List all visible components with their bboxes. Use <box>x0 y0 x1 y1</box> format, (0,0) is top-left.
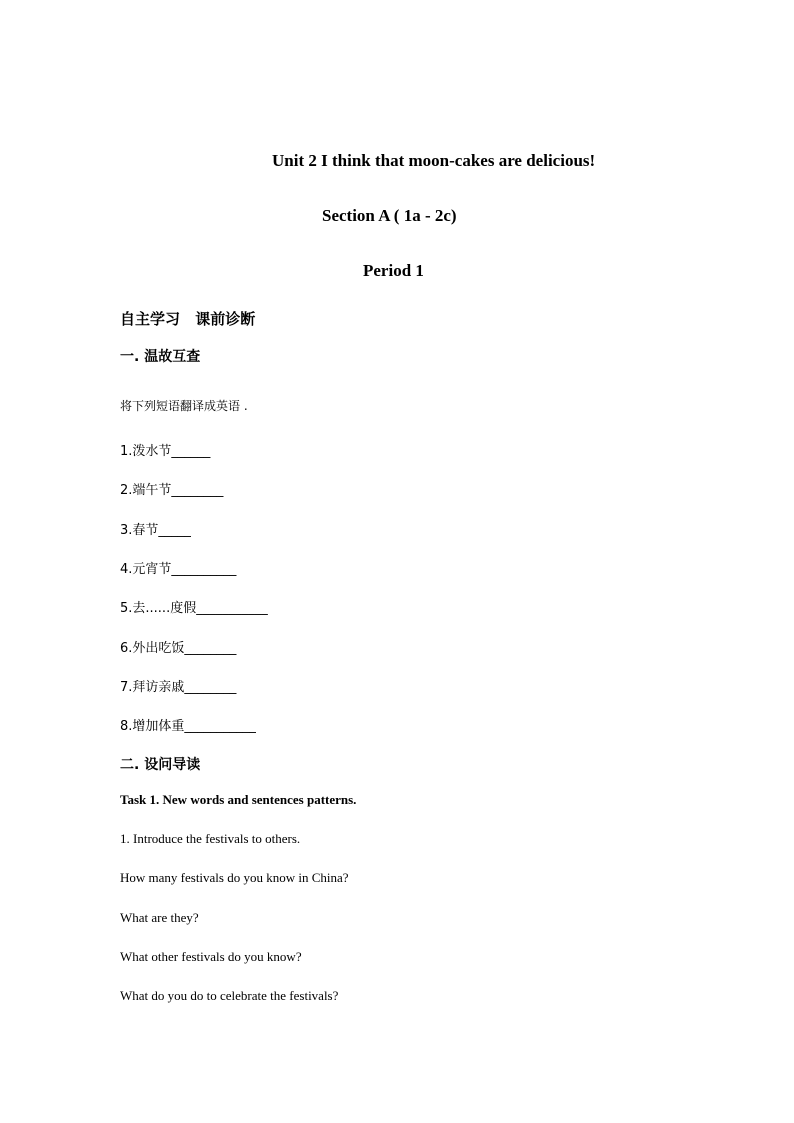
phrase-item-5: 5.去......度假___________ <box>120 601 268 616</box>
phrase-item-4: 4.元宵节__________ <box>120 562 237 577</box>
task-1-title: Task 1. New words and sentences patterns. <box>120 792 357 807</box>
question-2: What are they? <box>120 910 199 925</box>
period-title: Period 1 <box>363 261 424 280</box>
phrase-item-3: 3.春节_____ <box>120 523 191 538</box>
study-heading: 自主学习 课前诊断 <box>120 310 256 328</box>
part2-heading: 二. 设问导读 <box>120 757 201 773</box>
phrase-item-2: 2.端午节________ <box>120 483 224 498</box>
part1-instruction: 将下列短语翻译成英语 . <box>120 399 248 413</box>
phrase-item-7: 7.拜访亲戚________ <box>120 680 237 695</box>
phrase-item-6: 6.外出吃饭________ <box>120 641 237 656</box>
part1-heading: 一. 温故互查 <box>120 349 201 365</box>
question-4: What do you do to celebrate the festivals? <box>120 988 339 1003</box>
section-title: Section A ( 1a - 2c) <box>322 206 457 225</box>
subtask-1: 1. Introduce the festivals to others. <box>120 831 301 846</box>
question-1: How many festivals do you know in China? <box>120 870 349 885</box>
unit-title: Unit 2 I think that moon-cakes are delicious! <box>272 151 596 170</box>
phrase-item-1: 1.泼水节______ <box>120 444 211 459</box>
phrase-item-8: 8.增加体重___________ <box>120 719 256 734</box>
question-3: What other festivals do you know? <box>120 949 302 964</box>
